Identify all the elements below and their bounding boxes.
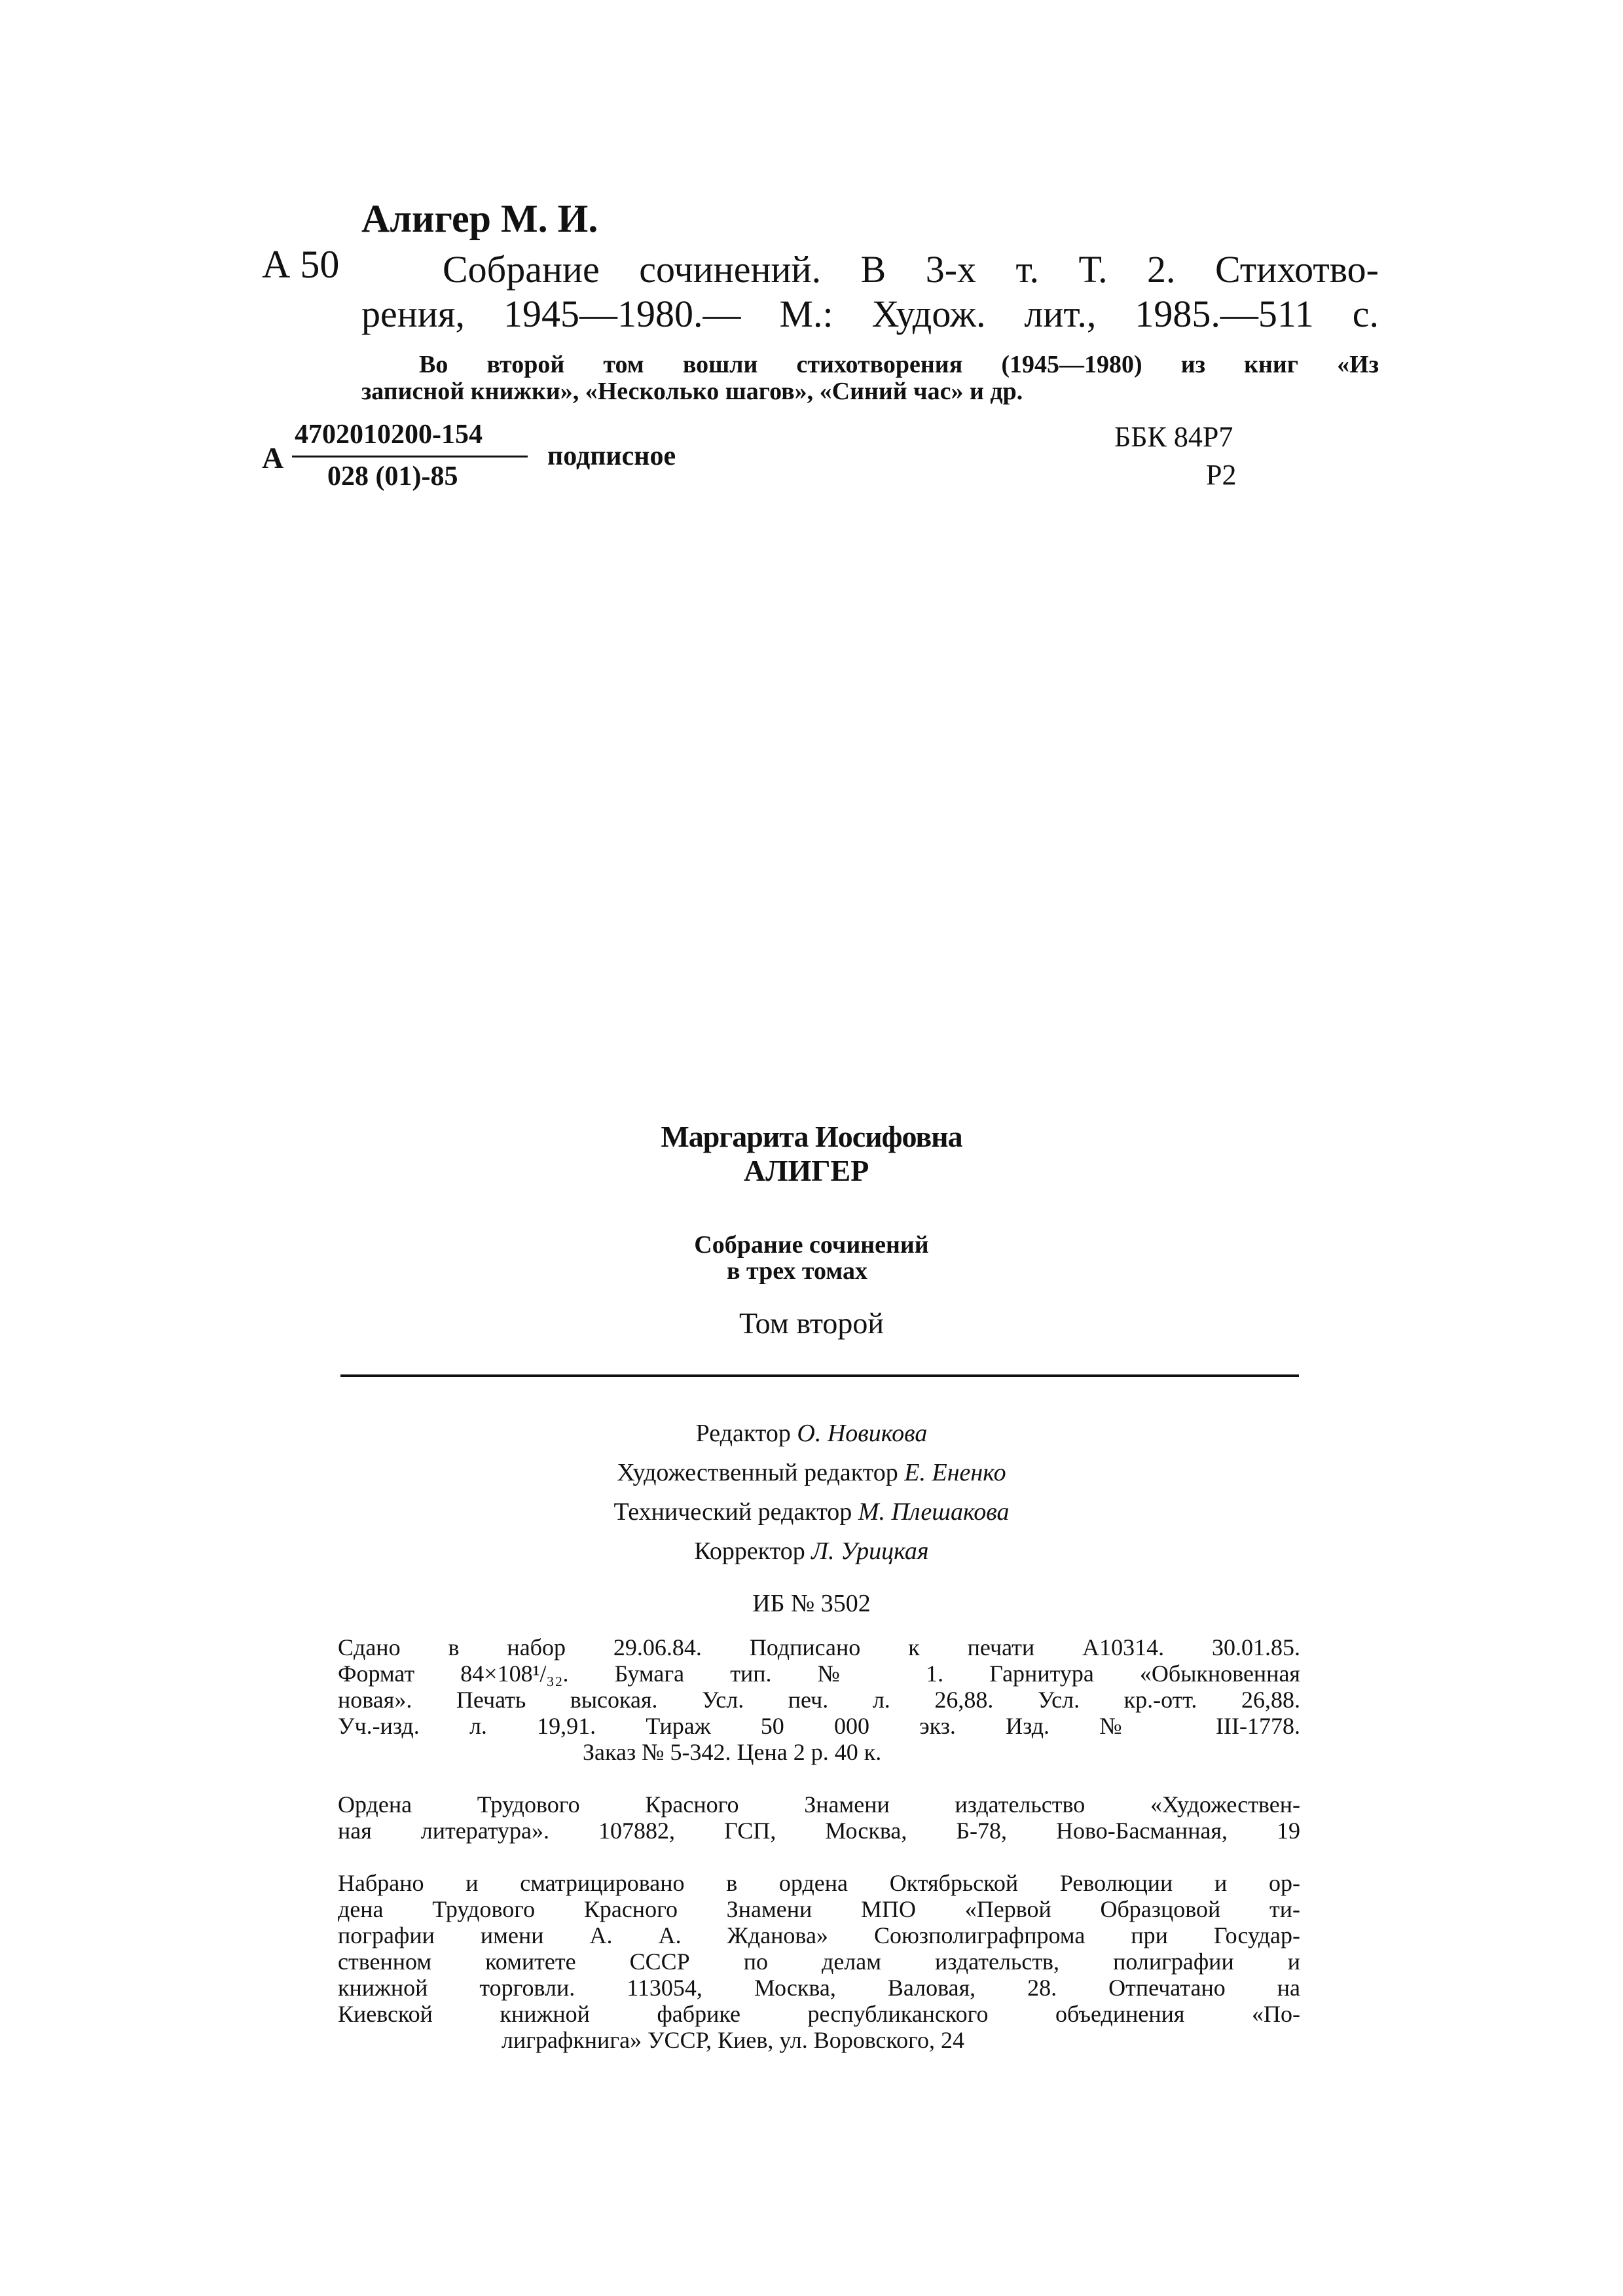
credit-tech-editor-role: Технический редактор — [613, 1498, 852, 1526]
credit-art-editor — [0, 1458, 1623, 1487]
imprint-line2: Формат 84×108¹/₃₂. Бумага тип. № 1. Гарнитура «Обыкновенная — [338, 1660, 1300, 1687]
credit-art-editor-role: Художественный редактор — [617, 1459, 898, 1486]
credit-editor-role: Редактор — [695, 1420, 791, 1447]
printer-line7: лиграфкнига» УССР, Киев, ул. Воровского, 24 — [501, 2027, 965, 2053]
printer-line3: пографии имени А. А. Жданова» Союзполиграфпрома при Государ- — [338, 1922, 1300, 1948]
collection-line2: в трех томах — [727, 1257, 867, 1285]
publisher-line2: ная литература». 107882, ГСП, Москва, Б-78, Ново-Басманная, 19 — [338, 1818, 1300, 1844]
credit-editor — [0, 1419, 1623, 1448]
title-divider — [340, 1374, 1299, 1377]
volume-title: Том второй — [739, 1306, 884, 1340]
printer-line5: книжной торговли. 113054, Москва, Валовая, 28. Отпечатано на — [338, 1975, 1300, 2001]
catalog-code-denominator: 028 (01)-85 — [327, 461, 458, 492]
catalog-code-fraction-line — [292, 456, 528, 457]
catalog-code-numerator: 4702010200-154 — [295, 420, 483, 450]
credit-proofreader-name: Л. Урицкая — [811, 1537, 929, 1565]
credit-tech-editor — [0, 1498, 1623, 1526]
publisher-line1: Ордена Трудового Красного Знамени издательство «Художествен- — [338, 1791, 1300, 1818]
credit-art-editor-name: Е. Ененко — [904, 1459, 1006, 1486]
author-name: Маргарита Иосифовна — [661, 1120, 962, 1153]
author-surname: АЛИГЕР — [744, 1154, 869, 1187]
credit-editor-name: О. Новикова — [797, 1420, 928, 1447]
credit-proofreader-role: Корректор — [694, 1537, 805, 1565]
ib-number: ИБ № 3502 — [752, 1590, 871, 1617]
imprint-line5: Заказ № 5-342. Цена 2 р. 40 к. — [583, 1739, 882, 1765]
catalog-bbk-sub: Р2 — [1206, 459, 1237, 491]
catalog-annotation-line1: Во второй том вошли стихотворения (1945—1980) из книг «Из — [419, 351, 1379, 378]
catalog-title-line1: Собрание сочинений. В 3-х т. Т. 2. Стихотво- — [443, 248, 1379, 291]
printer-line1: Набрано и сматрицировано в ордена Октябрьской Революции и ор- — [338, 1870, 1300, 1896]
catalog-bbk: ББК 84Р7 — [1114, 421, 1233, 453]
collection-line1: Собрание сочинений — [694, 1231, 929, 1259]
catalog-author: Алигер М. И. — [361, 197, 598, 240]
credit-tech-editor-name: М. Плешакова — [858, 1498, 1010, 1526]
catalog-code-letter: А — [262, 441, 284, 475]
printer-line6: Киевской книжной фабрике республиканского объединения «По- — [338, 2001, 1300, 2027]
catalog-title-line2: рения, 1945—1980.— М.: Худож. лит., 1985.—511 с. — [361, 293, 1379, 335]
catalog-index: А 50 — [262, 243, 340, 286]
catalog-annotation-line2: записной книжки», «Несколько шагов», «Синий час» и др. — [361, 378, 1023, 405]
credit-proofreader — [0, 1537, 1623, 1566]
imprint-line4: Уч.-изд. л. 19,91. Тираж 50 000 экз. Изд. № III-1778. — [338, 1713, 1300, 1739]
printer-line4: ственном комитете СССР по делам издательств, полиграфии и — [338, 1948, 1300, 1975]
printer-line2: дена Трудового Красного Знамени МПО «Первой Образцовой ти- — [338, 1896, 1300, 1922]
imprint-line1: Сдано в набор 29.06.84. Подписано к печати А10314. 30.01.85. — [338, 1634, 1300, 1660]
imprint-line3: новая». Печать высокая. Усл. печ. л. 26,88. Усл. кр.-отт. 26,88. — [338, 1687, 1300, 1713]
catalog-subscription: подписное — [547, 441, 676, 471]
